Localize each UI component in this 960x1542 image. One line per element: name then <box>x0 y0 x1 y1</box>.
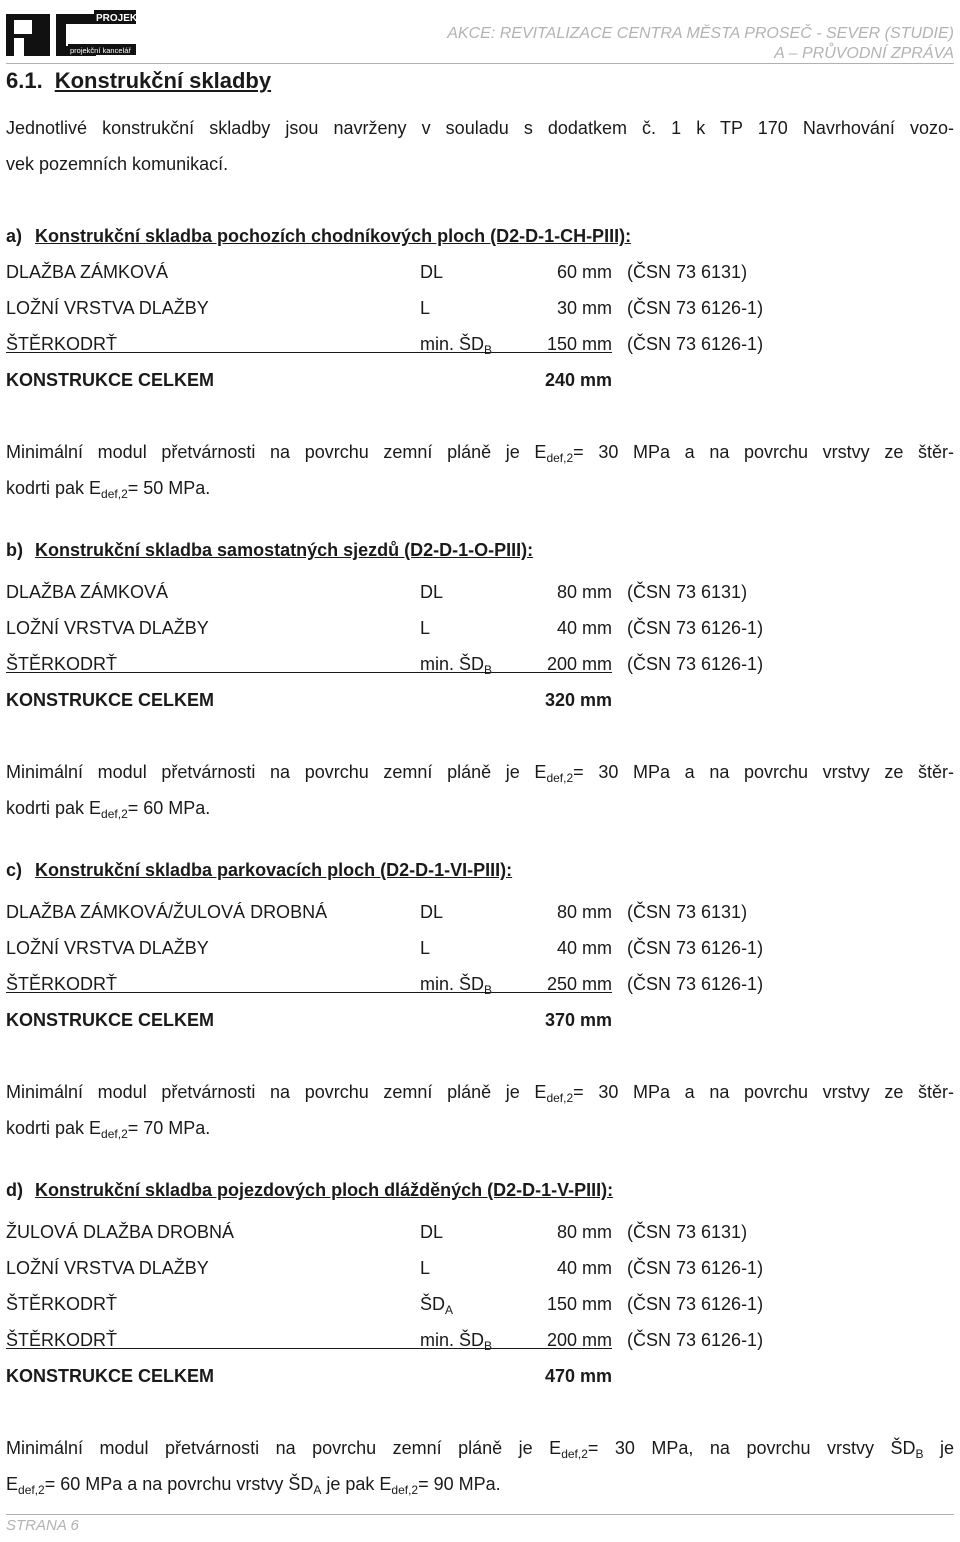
svg-text:PROJEKT: PROJEKT <box>96 13 144 24</box>
subsection-d-title: Konstrukční skladba pojezdových ploch dlážděných (D2-D-1-V-PIII): <box>35 1180 614 1200</box>
total-row: KONSTRUKCE CELKEM 240 mm <box>6 370 612 390</box>
layer-row: LOŽNÍ VRSTVA DLAŽBY L 30 mm (ČSN 73 6126-1) <box>6 298 764 318</box>
modulus-note: Minimální modul přetvárnosti na povrchu zemní pláně je $E_{def,2}= 30$ MPa a na povrchu vrstvy ze štěr- kodrti pak $E_{def,2}= 50$ MPa. <box>6 442 954 501</box>
intro-line-1: Jednotlivé konstrukční skladby jsou navrženy v souladu s dodatkem č. 1 k TP 170 Navrhování vozo- <box>6 118 954 138</box>
subsection-c-heading: c) Konstrukční skladba parkovacích ploch (D2-D-1-VI-PIII): <box>6 860 513 880</box>
modulus-note: Minimální modul přetvárnosti na povrchu zemní pláně je $E_{def,2}= 30$ MPa a na povrchu vrstvy ze štěr- kodrti pak $E_{def,2}= 70$ MPa. <box>6 1082 954 1141</box>
total-row: KONSTRUKCE CELKEM 370 mm <box>6 1010 612 1030</box>
subsection-b-title: Konstrukční skladba samostatných sjezdů (D2-D-1-O-PIII): <box>35 540 534 560</box>
layer-row: DLAŽBA ZÁMKOVÁ DL 80 mm (ČSN 73 6131) <box>6 582 748 602</box>
company-logo <box>6 6 144 58</box>
layer-row: ŠTĚRKODRŤ $ŠD_A$ 150 mm (ČSN 73 6126-1) <box>6 1294 764 1317</box>
svg-text:projekční kancelář: projekční kancelář <box>70 46 131 55</box>
layer-row: DLAŽBA ZÁMKOVÁ/ŽULOVÁ DROBNÁ DL 80 mm (ČSN 73 6131) <box>6 902 748 922</box>
total-row: KONSTRUKCE CELKEM 320 mm <box>6 690 612 710</box>
layer-row: LOŽNÍ VRSTVA DLAŽBY L 40 mm (ČSN 73 6126-1) <box>6 1258 764 1278</box>
footer-divider <box>6 1514 954 1515</box>
layer-row: ŠTĚRKODRŤ min. $ŠD_B$ 250 mm (ČSN 73 6126-1) <box>6 974 764 997</box>
section-title: Konstrukční skladby <box>54 68 272 93</box>
layer-row: LOŽNÍ VRSTVA DLAŽBY L 40 mm (ČSN 73 6126-1) <box>6 938 764 958</box>
document-subtitle: A – PRŮVODNÍ ZPRÁVA <box>774 45 954 62</box>
project-title: AKCE: REVITALIZACE CENTRA MĚSTA PROSEČ - SEVER (STUDIE) <box>447 25 954 42</box>
layer-row: ŽULOVÁ DLAŽBA DROBNÁ DL 80 mm (ČSN 73 6131) <box>6 1222 748 1242</box>
layer-row: LOŽNÍ VRSTVA DLAŽBY L 40 mm (ČSN 73 6126-1) <box>6 618 764 638</box>
layer-row: ŠTĚRKODRŤ min. $ŠD_B$ 200 mm (ČSN 73 6126-1) <box>6 1330 764 1353</box>
section-heading <box>6 64 271 98</box>
intro-paragraph <box>6 110 954 182</box>
total-row: KONSTRUKCE CELKEM 470 mm <box>6 1366 612 1386</box>
modulus-note: Minimální modul přetvárnosti na povrchu zemní pláně je $E_{def,2}= 30$ MPa, na povrchu vrstvy $ŠD_B$ je $E_{def,2}= 60$ MPa a na povrchu vrstvy $ŠD_A$ je pak $E_{def,2}= 90$ MPa. <box>6 1438 954 1497</box>
subsection-c-title: Konstrukční skladba parkovacích ploch (D2-D-1-VI-PIII): <box>35 860 513 880</box>
layer-row: ŠTĚRKODRŤ min. $ŠD_B$ 200 mm (ČSN 73 6126-1) <box>6 654 764 677</box>
modulus-note: Minimální modul přetvárnosti na povrchu zemní pláně je $E_{def,2}= 30$ MPa a na povrchu vrstvy ze štěr- kodrti pak $E_{def,2}= 60$ MPa. <box>6 762 954 821</box>
subsection-a-heading: a) Konstrukční skladba pochozích chodníkových ploch (D2-D-1-CH-PIII): <box>6 226 632 246</box>
intro-line-2: vek pozemních komunikací. <box>6 154 229 174</box>
subsection-a-title: Konstrukční skladba pochozích chodníkových ploch (D2-D-1-CH-PIII): <box>35 226 632 246</box>
page-header <box>0 0 960 66</box>
layer-row: DLAŽBA ZÁMKOVÁ DL 60 mm (ČSN 73 6131) <box>6 262 748 282</box>
subsection-d-heading: d) Konstrukční skladba pojezdových ploch dlážděných (D2-D-1-V-PIII): <box>6 1180 614 1200</box>
subsection-b-heading: b) Konstrukční skladba samostatných sjezdů (D2-D-1-O-PIII): <box>6 540 534 560</box>
layer-row: ŠTĚRKODRŤ min. $ŠD_B$ 150 mm (ČSN 73 6126-1) <box>6 334 764 357</box>
page-number: STRANA 6 <box>6 1517 79 1534</box>
section-number: 6.1. <box>6 68 43 93</box>
